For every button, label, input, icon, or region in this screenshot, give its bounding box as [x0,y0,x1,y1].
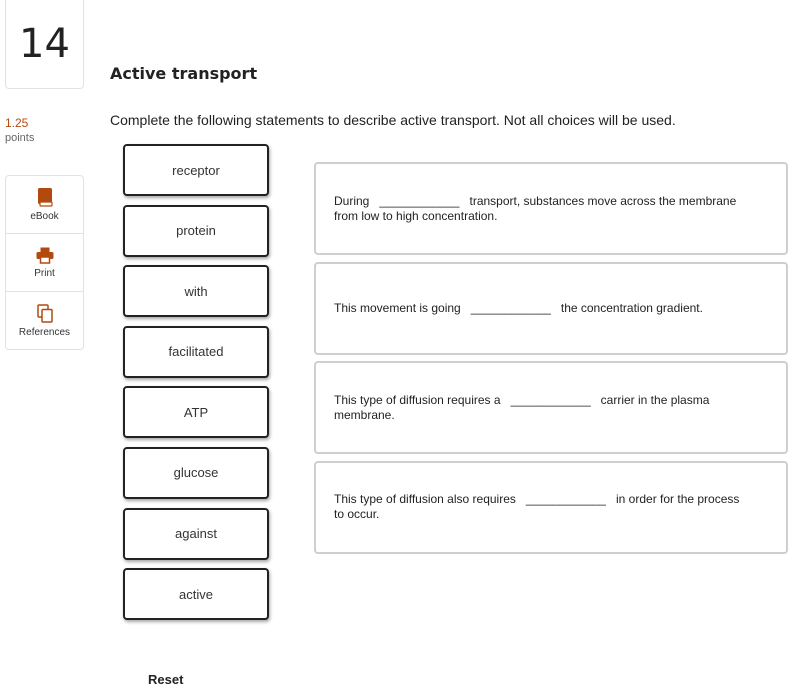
choice-glucose[interactable]: glucose [123,447,269,499]
statement-1-text [334,194,746,224]
references-label: References [18,326,71,338]
statement-list [314,162,788,560]
choice-receptor[interactable]: receptor [123,144,269,196]
references-icon [37,304,53,323]
statement-text-after: the concentration gradient. [560,300,703,315]
choice-protein[interactable]: protein [123,205,269,257]
question-number: 14 [5,0,84,89]
statement-1-dropzone[interactable] [314,162,788,255]
statement-text-after: transport, substances move across the membrane from low to high concentration. [334,193,737,223]
question-instructions: Complete the following statements to describe active transport. Not all choices will be used. [110,112,676,128]
print-button[interactable] [6,234,83,292]
statement-2-dropzone[interactable] [314,262,788,355]
statement-text-after: carrier in the plasma membrane. [334,392,710,422]
ebook-button[interactable] [6,176,83,234]
statement-text-after: in order for the process to occur. [334,492,740,521]
statement-3-text [334,393,746,423]
statement-text-before: This movement is going [334,300,461,315]
answer-blank[interactable]: ____________ [379,193,460,208]
points-label: points [5,132,35,144]
statement-3-dropzone[interactable] [314,361,788,454]
points-info [5,116,34,146]
choice-facilitated[interactable]: facilitated [123,326,269,378]
tools-panel [5,175,84,350]
choice-against[interactable]: against [123,508,269,560]
statement-2-text [334,301,703,316]
statement-4-dropzone[interactable] [314,461,788,554]
printer-icon [36,247,54,264]
statement-4-text [334,492,746,522]
print-label: Print [34,267,55,279]
answer-blank[interactable]: ____________ [510,392,591,407]
statement-text-before: During [334,193,370,208]
statement-text-before: This type of diffusion also requires [334,492,516,506]
book-icon [37,187,53,207]
answer-blank[interactable]: ____________ [525,492,606,506]
points-value: 1.25 [5,116,29,130]
question-title: Active transport [110,64,258,83]
choice-atp[interactable]: ATP [123,386,269,438]
ebook-label: eBook [30,211,59,222]
reset-button[interactable]: Reset [136,668,195,691]
choice-active[interactable]: active [123,568,269,620]
references-button[interactable] [6,292,83,349]
statement-text-before: This type of diffusion requires a [334,392,501,407]
choice-with[interactable]: with [123,265,269,317]
answer-blank[interactable]: ____________ [470,300,551,315]
choice-list [123,144,269,629]
